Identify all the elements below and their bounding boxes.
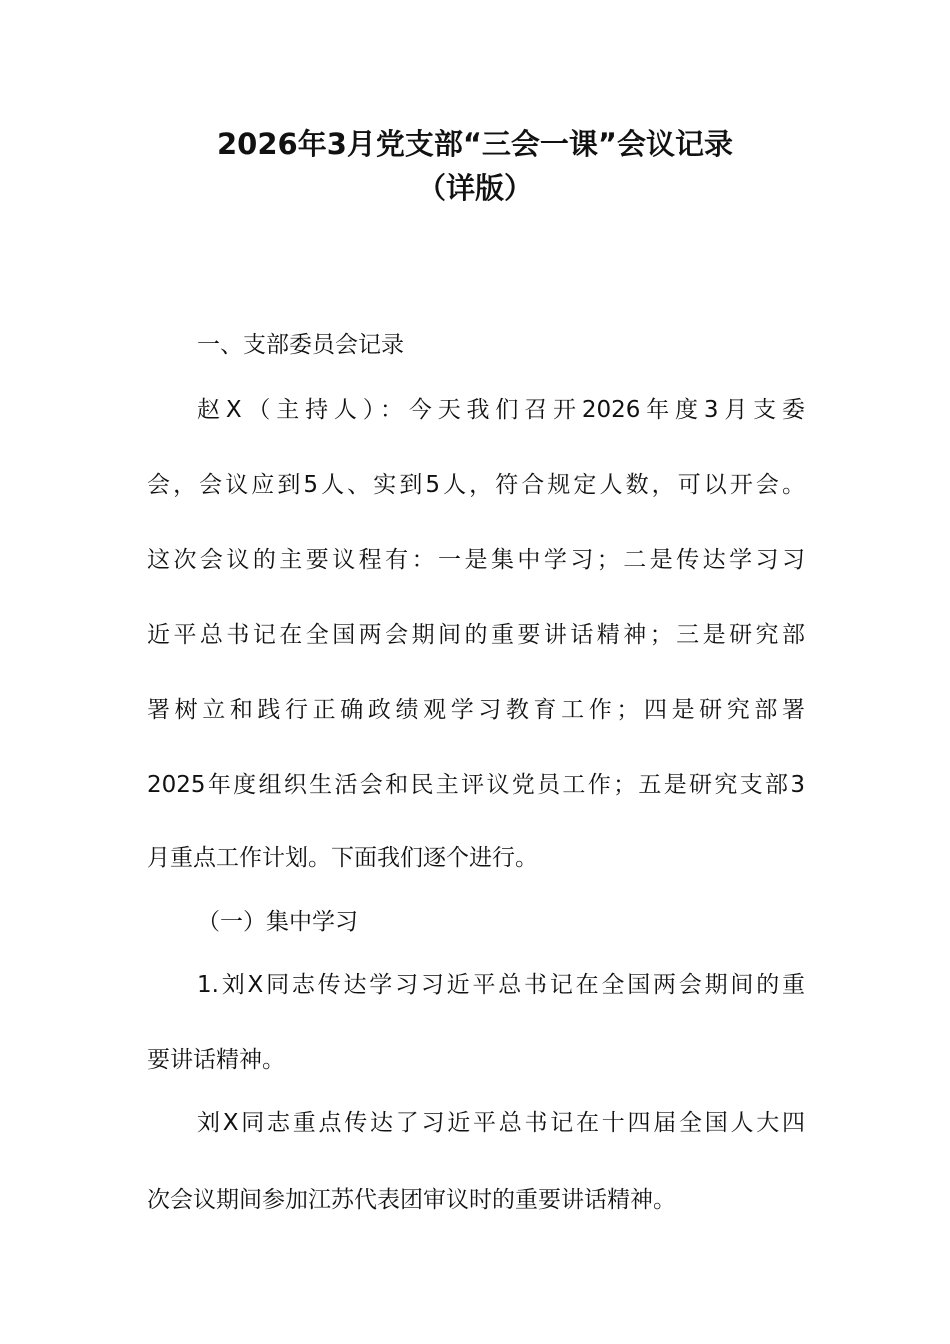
paragraph-line: 月重点工作计划。下面我们逐个进行。 (147, 845, 538, 871)
paragraph-line: 署树立和践行正确政绩观学习教育工作；四是研究部署 (147, 697, 805, 723)
document-subtitle: （详版） (416, 171, 533, 205)
paragraph-line: 2025年度组织生活会和民主评议党员工作；五是研究支部3 (147, 772, 805, 798)
paragraph-line: 会，会议应到5人、实到5人，符合规定人数，可以开会。 (147, 472, 805, 498)
paragraph-line: 赵X（主持人）：今天我们召开2026年度3月支委 (197, 397, 805, 423)
subsection-heading: （一）集中学习 (197, 909, 358, 935)
paragraph-line: 近平总书记在全国两会期间的重要讲话精神；三是研究部 (147, 622, 805, 648)
paragraph-line: 次会议期间参加江苏代表团审议时的重要讲话精神。 (147, 1187, 676, 1213)
paragraph-line: 要讲话精神。 (147, 1047, 285, 1073)
paragraph-line: 1.刘X同志传达学习习近平总书记在全国两会期间的重 (197, 972, 805, 998)
document-title: 2026年3月党支部“三会一课”会议记录 (216, 127, 733, 161)
paragraph-line: 刘X同志重点传达了习近平总书记在十四届全国人大四 (197, 1110, 805, 1136)
section-heading: 一、支部委员会记录 (197, 332, 404, 358)
paragraph-line: 这次会议的主要议程有：一是集中学习；二是传达学习习 (147, 547, 805, 573)
